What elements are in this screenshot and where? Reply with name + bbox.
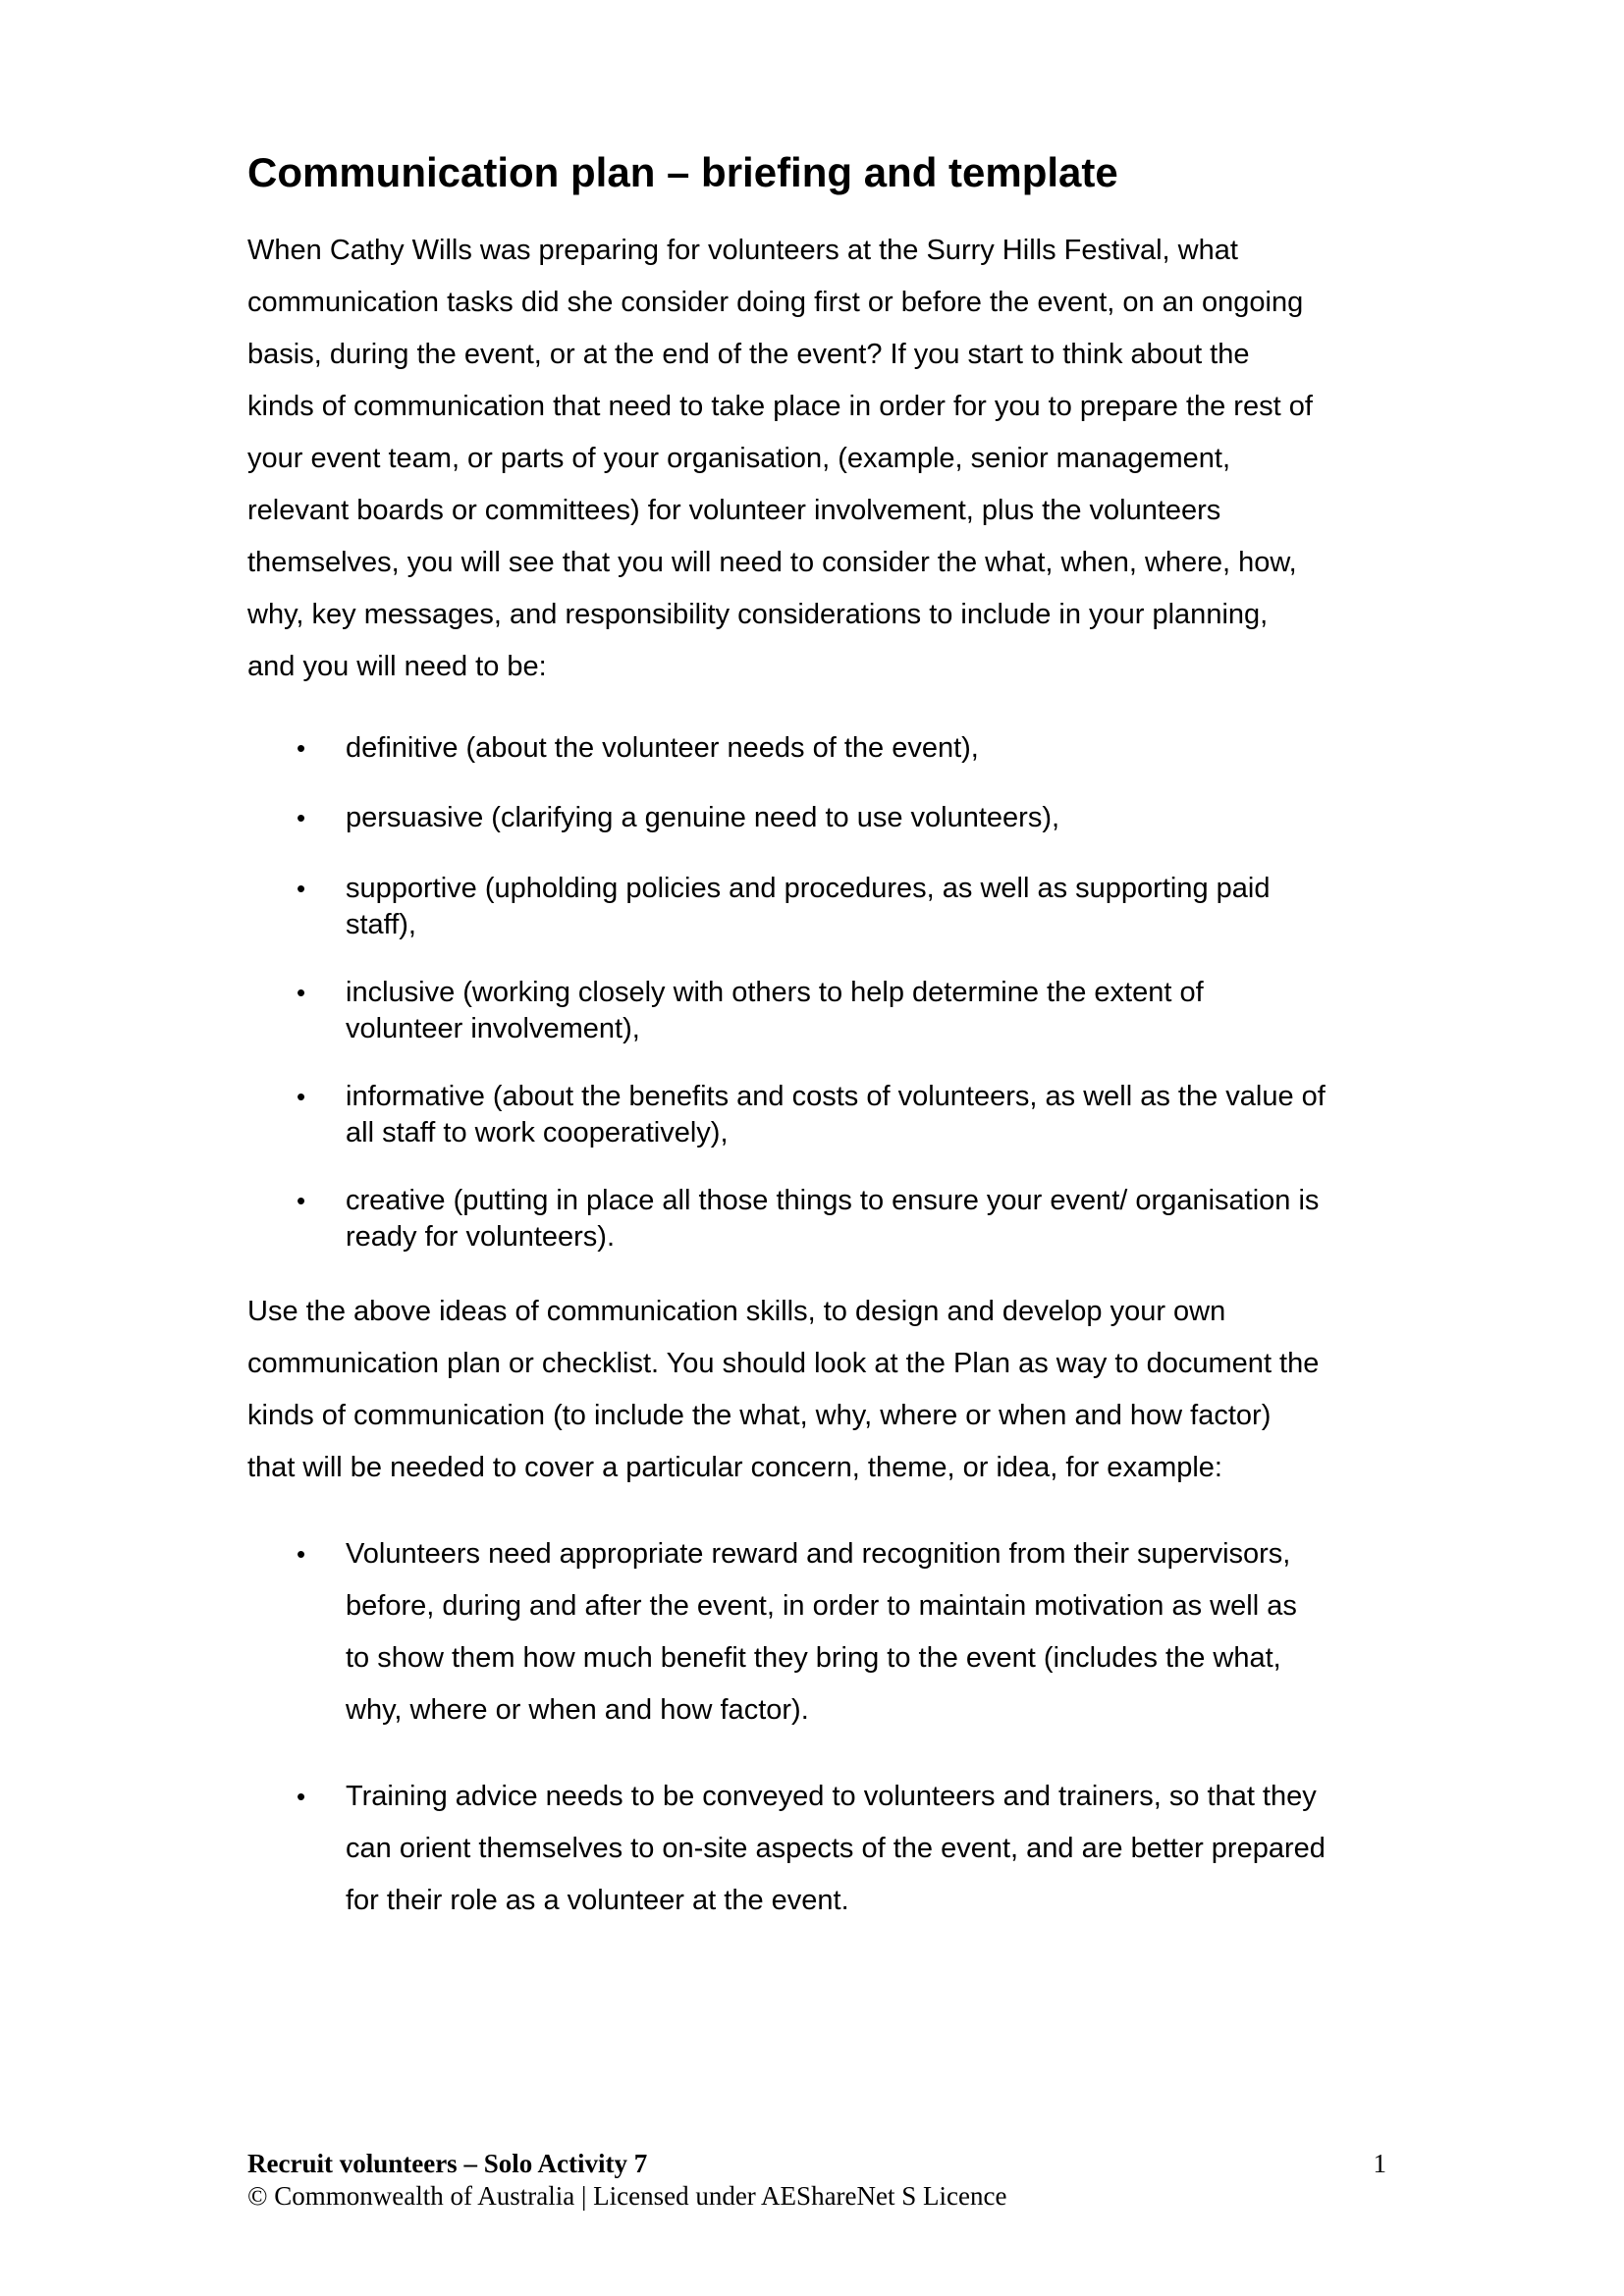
bullet-icon: • [297,803,306,832]
list-item-text: informative (about the benefits and costs of volunteers, as well as the value of [346,1081,1326,1112]
page-number: 1 [1373,2149,1386,2178]
paragraph-line: communication plan or checklist. You should look at the Plan as way to document the [247,1348,1320,1379]
list-item-text: volunteer involvement), [346,1013,640,1044]
intro-line: themselves, you will see that you will need to consider the what, when, where, how, [247,547,1297,578]
list-item-text: to show them how much benefit they bring to the event (includes the what, [346,1642,1281,1674]
list-item-text: supportive (upholding policies and procedures, as well as supporting paid [346,873,1271,904]
bullet-icon: • [297,733,306,763]
list-item-text: for their role as a volunteer at the event. [346,1885,849,1916]
list-item-text: creative (putting in place all those things to ensure your event/ organisation is [346,1185,1320,1216]
intro-line: your event team, or parts of your organisation, (example, senior management, [247,443,1231,474]
intro-line: kinds of communication that need to take place in order for you to prepare the rest of [247,391,1313,422]
paragraph-line: that will be needed to cover a particular concern, theme, or idea, for example: [247,1452,1222,1483]
list-item-text: staff), [346,909,416,940]
bullet-icon: • [297,1782,306,1811]
intro-paragraph [247,225,1386,693]
bullet-icon: • [297,1186,306,1215]
paragraph-line: kinds of communication (to include the what, why, where or when and how factor) [247,1400,1272,1431]
list-item-text: before, during and after the event, in order to maintain motivation as well as [346,1590,1297,1622]
bullet-icon: • [297,1082,306,1111]
list-item-text: all staff to work cooperatively), [346,1117,729,1148]
page-title: Communication plan – briefing and template [247,149,1118,195]
list-item-text: Volunteers need appropriate reward and recognition from their supervisors, [346,1538,1291,1570]
list-item-text: definitive (about the volunteer needs of the event), [346,732,979,764]
list-item-text: ready for volunteers). [346,1221,616,1253]
intro-line: why, key messages, and responsibility considerations to include in your planning, [247,599,1269,630]
document-page [247,0,1386,2296]
list-item-text: persuasive (clarifying a genuine need to use volunteers), [346,802,1060,833]
list-item-text: Training advice needs to be conveyed to volunteers and trainers, so that they [346,1781,1317,1812]
bullet-icon: • [297,874,306,903]
intro-line: relevant boards or committees) for volunteer involvement, plus the volunteers [247,495,1221,526]
intro-line: When Cathy Wills was preparing for volunteers at the Surry Hills Festival, what [247,235,1238,266]
intro-line: and you will need to be: [247,651,547,682]
intro-line: communication tasks did she consider doing first or before the event, on an ongoing [247,287,1304,318]
list-item-text: can orient themselves to on-site aspects of the event, and are better prepared [346,1833,1326,1864]
second-paragraph [247,1286,1386,1494]
bullet-icon: • [297,1539,306,1569]
footer-title: Recruit volunteers – Solo Activity 7 [247,2149,648,2178]
list-item-text: inclusive (working closely with others to help determine the extent of [346,977,1204,1008]
paragraph-line: Use the above ideas of communication skills, to design and develop your own [247,1296,1226,1327]
list-item-text: why, where or when and how factor). [346,1694,809,1726]
intro-line: basis, during the event, or at the end of the event? If you start to think about the [247,339,1250,370]
footer-copyright: © Commonwealth of Australia | Licensed under AEShareNet S Licence [247,2181,1007,2211]
bullet-icon: • [297,978,306,1007]
